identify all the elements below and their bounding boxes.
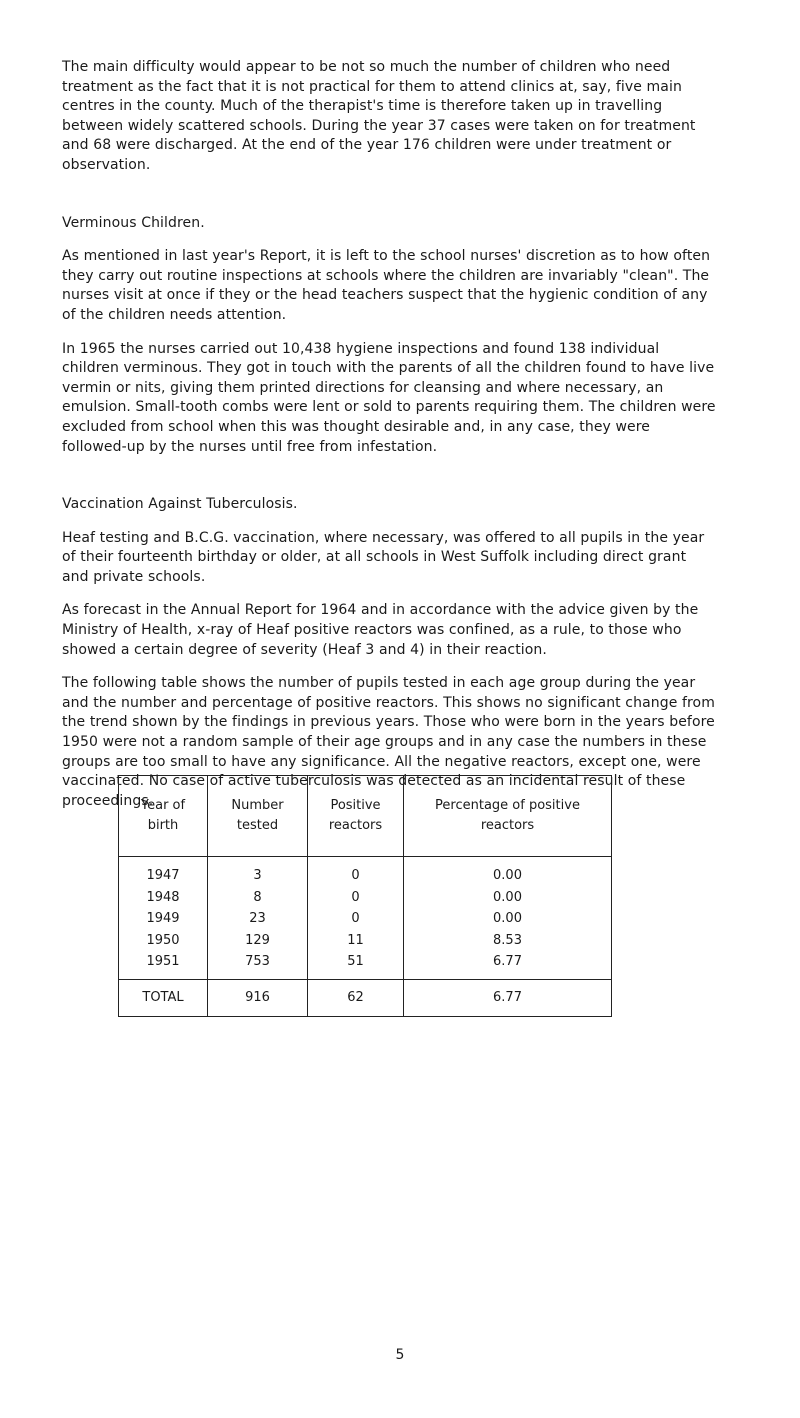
table-total-row [119,979,612,1016]
table-row [119,908,612,930]
cell-positive: 0 [308,857,404,887]
verminous-paragraph-1: As mentioned in last year's Report, it is left to the school nurses' discretion as to how often they carry out routine inspections at schools where the children are invariably "clean". The nurses visit at once if they or the head teachers suspect that the hygienic condition of any of the children needs attention. [62,248,711,323]
page-number: 5 [395,1347,405,1363]
cell-percentage: 0.00 [404,887,612,909]
table-row [119,857,612,887]
cell-year: 1947 [119,857,208,887]
cell-year: 1949 [119,908,208,930]
cell-tested: 3 [208,857,308,887]
header-number-tested: Number tested [208,776,308,857]
tuberculosis-reactors-table [118,775,612,1017]
table-row [119,930,612,952]
cell-year: 1951 [119,951,208,979]
total-positive: 62 [308,979,404,1016]
cell-tested: 129 [208,930,308,952]
table-header-row [119,776,612,857]
total-tested: 916 [208,979,308,1016]
cell-positive: 0 [308,908,404,930]
cell-percentage: 0.00 [404,857,612,887]
total-percentage: 6.77 [404,979,612,1016]
header-year-of-birth: Year of birth [119,776,208,857]
vaccination-paragraph-3: The following table shows the number of pupils tested in each age group during the year and the number and percentage of positive reactors. This shows no significant change from the trend shown by the findings in previous years. Those who were born in the years before 1950 were not a random sample of their age groups and in any case the numbers in these groups are too small to have any significance. All the negative reactors, except one, were vaccinated. No case of active tuberculosis was detected as an incidental result of these proceedings. [62,675,715,809]
cell-positive: 51 [308,951,404,979]
intro-paragraph: The main difficulty would appear to be not so much the number of children who need treatment as the fact that it is not practical for them to attend clinics at, say, five main centres in the county. Much of the therapist's time is therefore taken up in travelling between widely scattered schools. During the year 37 cases were taken on for treatment and 68 were discharged. At the end of the year 176 children were under treatment or observation. [62,59,696,173]
cell-year: 1950 [119,930,208,952]
cell-percentage: 6.77 [404,951,612,979]
verminous-paragraph-2: In 1965 the nurses carried out 10,438 hygiene inspections and found 138 individual children verminous. They got in touch with the parents of all the children found to have live vermin or nits, giving them printed directions for cleansing and where necessary, an emulsion. Small-tooth combs were lent or sold to parents requiring them. The children were excluded from school when this was thought desirable and, in any case, they were followed-up by the nurses until free from infestation. [62,340,716,455]
header-positive-reactors: Positive reactors [308,776,404,857]
cell-percentage: 8.53 [404,930,612,952]
cell-tested: 753 [208,951,308,979]
table-row [119,887,612,909]
cell-year: 1948 [119,887,208,909]
table-row [119,951,612,979]
cell-tested: 8 [208,887,308,909]
vaccination-paragraph-2: As forecast in the Annual Report for 1964 and in accordance with the advice given by the Ministry of Health, x-ray of Heaf positive reactors was confined, as a rule, to those who showed a certain degree of severity (Heaf 3 and 4) in their reaction. [62,602,699,658]
cell-percentage: 0.00 [404,908,612,930]
document-page [62,58,716,811]
vaccination-paragraph-1: Heaf testing and B.C.G. vaccination, where necessary, was offered to all pupils in the year of their fourteenth birthday or older, at all schools in West Suffolk including direct grant and private schools. [62,529,705,585]
cell-positive: 0 [308,887,404,909]
vaccination-heading: Vaccination Against Tuberculosis. [62,496,298,513]
cell-tested: 23 [208,908,308,930]
cell-positive: 11 [308,930,404,952]
header-percentage-positive: Percentage of positive reactors [404,776,612,857]
total-label: TOTAL [119,979,208,1016]
verminous-heading: Verminous Children. [62,214,205,231]
